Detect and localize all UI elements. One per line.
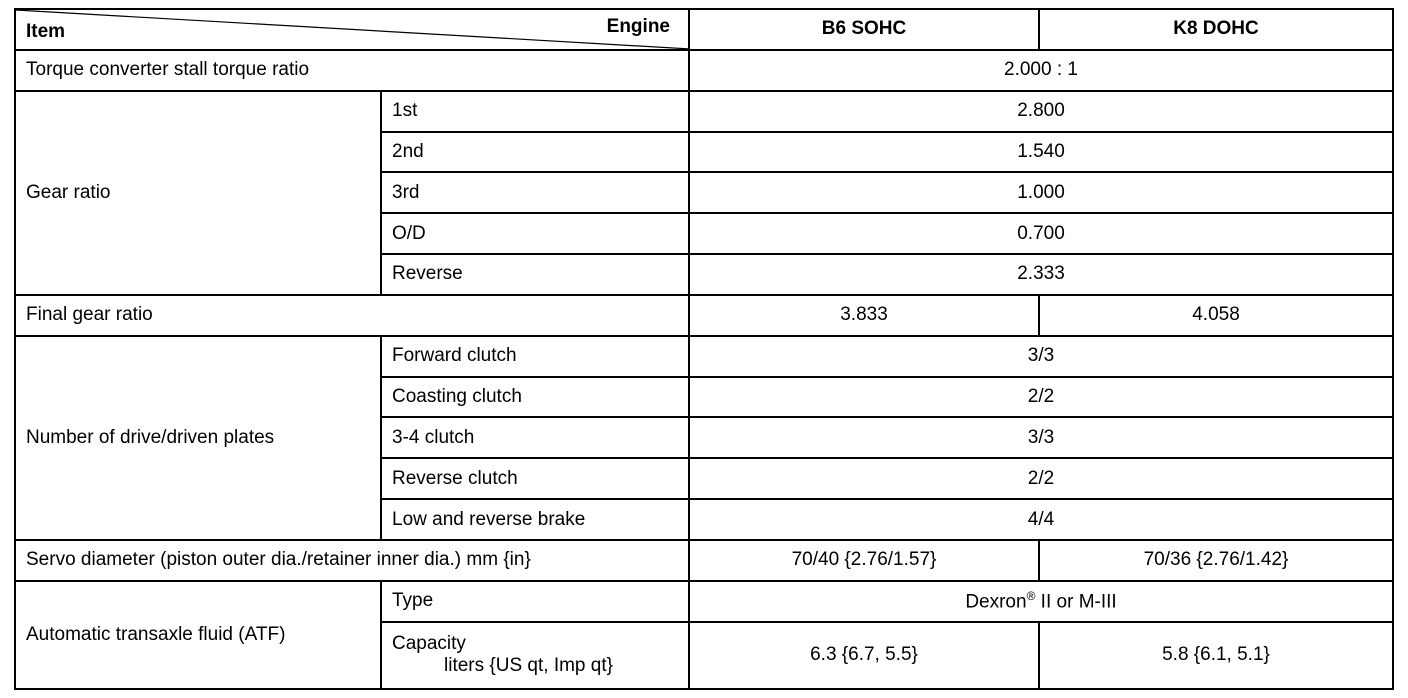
atf-label: Automatic transaxle fluid (ATF) (15, 581, 381, 689)
engine-header: Engine (606, 16, 670, 37)
plate-value: 3/3 (689, 336, 1393, 377)
torque-label: Torque converter stall torque ratio (15, 50, 689, 91)
gear-value: 2.333 (689, 254, 1393, 295)
item-engine-header (15, 9, 689, 50)
atf-capacity-k8: 5.8 {6.1, 5.1} (1039, 622, 1393, 689)
atf-type-row (15, 581, 1393, 622)
plate-value: 2/2 (689, 377, 1393, 418)
atf-type-brand: Dexron (965, 591, 1027, 613)
plate-name: 3-4 clutch (381, 417, 689, 458)
final-gear-row (15, 295, 1393, 336)
atf-type-label: Type (381, 581, 689, 622)
gear-value: 2.800 (689, 91, 1393, 132)
k8-dohc-header: K8 DOHC (1039, 9, 1393, 50)
gear-name: 3rd (381, 172, 689, 213)
servo-label: Servo diameter (piston outer dia./retainer inner dia.) mm {in} (15, 540, 689, 581)
specification-table (14, 8, 1394, 690)
plate-name: Reverse clutch (381, 458, 689, 499)
gear-value: 1.000 (689, 172, 1393, 213)
plate-value: 2/2 (689, 458, 1393, 499)
capacity-title: Capacity (392, 633, 466, 655)
servo-k8: 70/36 {2.76/1.42} (1039, 540, 1393, 581)
plate-value: 4/4 (689, 499, 1393, 540)
plate-value: 3/3 (689, 417, 1393, 458)
header-row (15, 9, 1393, 50)
atf-type-value (689, 581, 1393, 622)
gear-value: 0.700 (689, 213, 1393, 254)
final-gear-label: Final gear ratio (15, 295, 689, 336)
plate-name: Forward clutch (381, 336, 689, 377)
gear-row (15, 91, 1393, 132)
plate-name: Low and reverse brake (381, 499, 689, 540)
b6-sohc-header: B6 SOHC (689, 9, 1039, 50)
final-gear-b6: 3.833 (689, 295, 1039, 336)
diagonal-divider (16, 10, 688, 49)
plates-label: Number of drive/driven plates (15, 336, 381, 540)
servo-row (15, 540, 1393, 581)
gear-value: 1.540 (689, 132, 1393, 173)
atf-type-grade: II or M-III (1035, 591, 1117, 613)
plate-name: Coasting clutch (381, 377, 689, 418)
gear-name: 2nd (381, 132, 689, 173)
gear-name: O/D (381, 213, 689, 254)
torque-value: 2.000 : 1 (689, 50, 1393, 91)
item-header: Item (26, 20, 66, 42)
gear-name: 1st (381, 91, 689, 132)
gear-name: Reverse (381, 254, 689, 295)
final-gear-k8: 4.058 (1039, 295, 1393, 336)
torque-row (15, 50, 1393, 91)
servo-b6: 70/40 {2.76/1.57} (689, 540, 1039, 581)
capacity-unit: liters {US qt, Imp qt} (444, 655, 613, 677)
atf-capacity-label (381, 622, 689, 689)
gear-ratio-label: Gear ratio (15, 91, 381, 295)
atf-capacity-b6: 6.3 {6.7, 5.5} (689, 622, 1039, 689)
plates-row (15, 336, 1393, 377)
registered-mark: ® (1026, 589, 1036, 604)
